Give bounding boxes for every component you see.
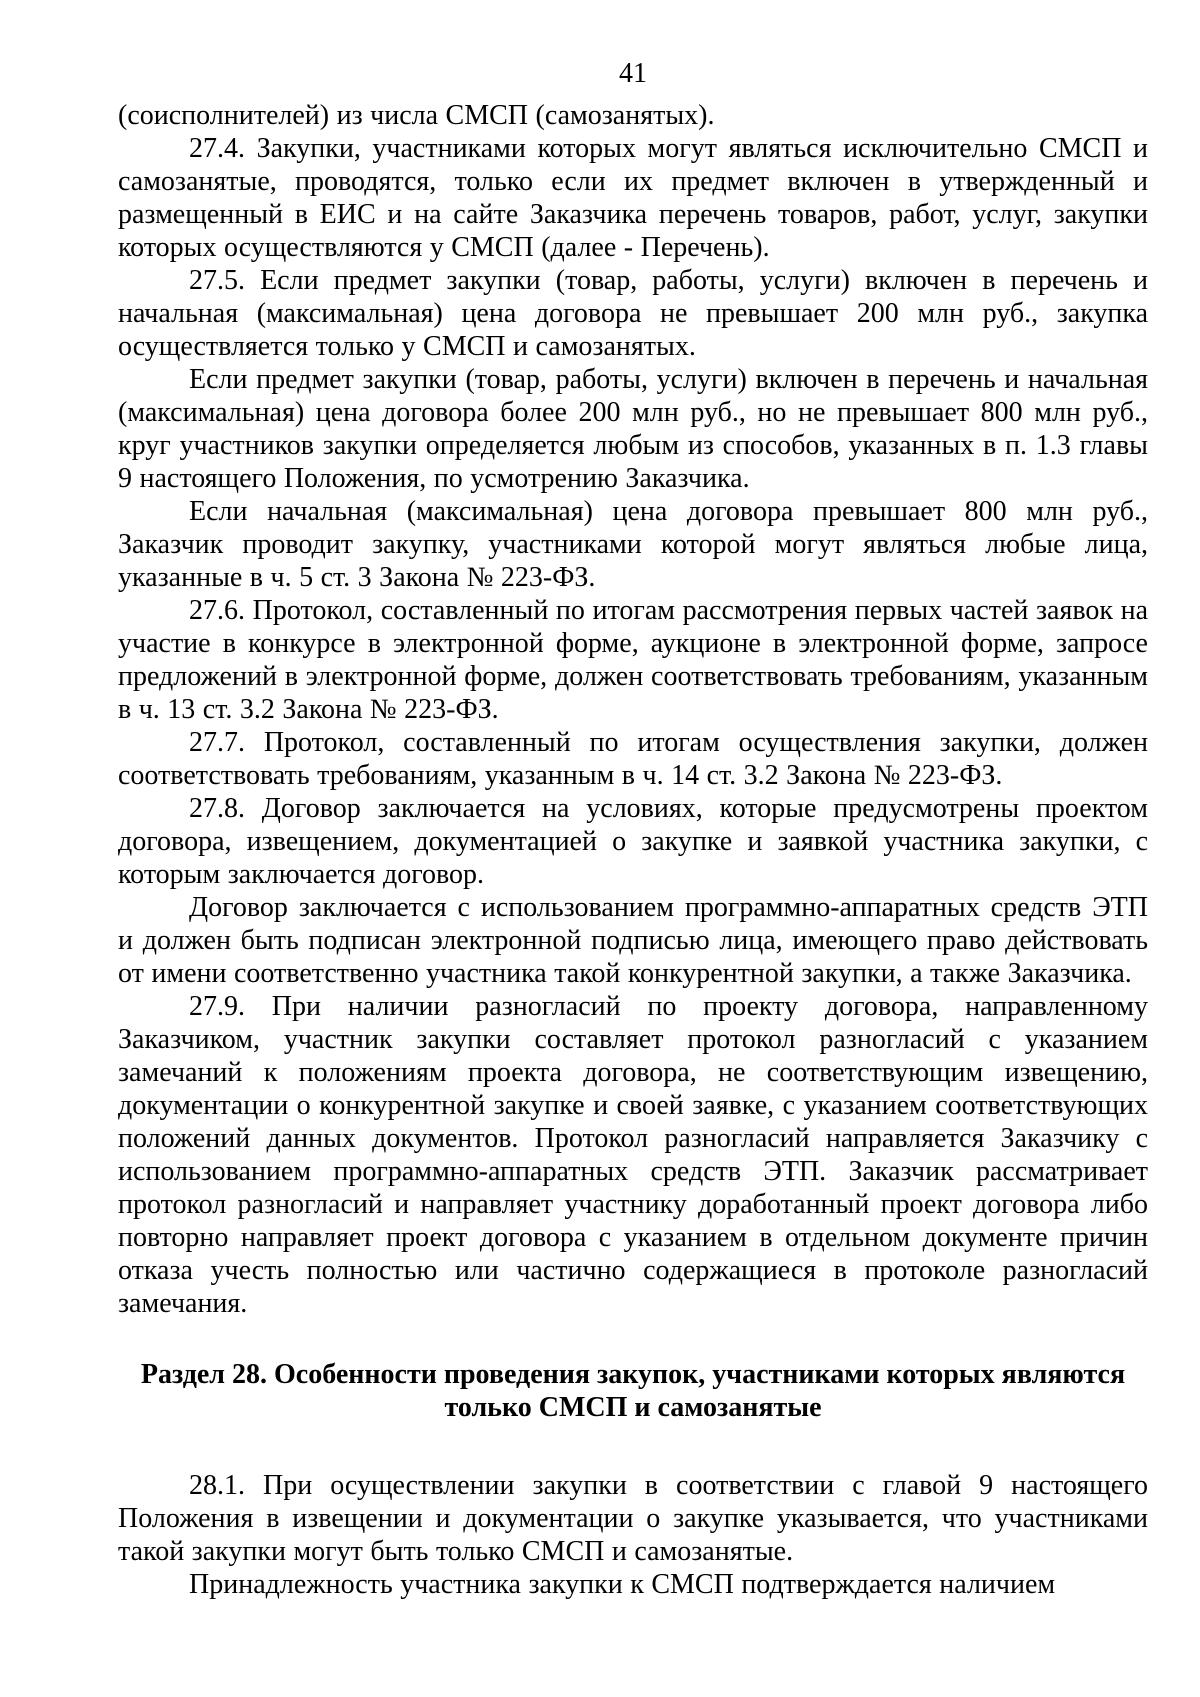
paragraph: (соисполнителей) из числа СМСП (самозанятых). xyxy=(118,100,715,131)
paragraphs-before xyxy=(118,99,1148,1320)
paragraphs-after xyxy=(118,1469,1148,1601)
paragraph: 27.5. Если предмет закупки (товар, работы, услуги) включен в перечень и начальная (максимальная) цена договора не превышает 200 млн руб., закупка осуществляется только у СМСП и самозанятых. xyxy=(118,265,1148,362)
page-number: 41 xyxy=(619,58,647,89)
paragraph: 27.6. Протокол, составленный по итогам рассмотрения первых частей заявок на участие в конкурсе в электронной форме, аукционе в электронной форме, запросе предложений в электронной форме, должен соответствовать требованиям, указанным в ч. 13 ст. 3.2 Закона № 223-ФЗ. xyxy=(118,595,1148,725)
paragraph: 27.8. Договор заключается на условиях, которые предусмотрены проектом договора, извещением, документацией о закупке и заявкой участника закупки, с которым заключается договор. xyxy=(118,793,1148,890)
section-heading-line-2: только СМСП и самозанятые xyxy=(444,1392,822,1423)
document-page xyxy=(118,55,1148,1601)
paragraph: 28.1. При осуществлении закупки в соответствии с главой 9 настоящего Положения в извещении и документации о закупке указывается, что участниками такой закупки могут быть только СМСП и самозанятые. xyxy=(118,1470,1148,1567)
section-heading-line-1: Раздел 28. Особенности проведения закупок, участниками которых являются xyxy=(140,1359,1126,1390)
paragraph: 27.7. Протокол, составленный по итогам осуществления закупки, должен соответствовать требованиям, указанным в ч. 14 ст. 3.2 Закона № 223-ФЗ. xyxy=(118,727,1148,791)
paragraph: Принадлежность участника закупки к СМСП подтверждается наличием xyxy=(189,1569,1056,1600)
paragraph: 27.9. При наличии разногласий по проекту договора, направленному Заказчиком, участник закупки составляет протокол разногласий с указанием замечаний к положениям проекта договора, не соответствующим извещению, документации о конкурентной закупке и своей заявке, с указанием соответствующих положений данных документов. Протокол разногласий направляется Заказчику с использованием программно-аппаратных средств ЭТП. Заказчик рассматривает протокол разногласий и направляет участнику доработанный проект договора либо повторно направляет проект договора с указанием в отдельном документе причин отказа учесть полностью или частично содержащиеся в протоколе разногласий замечания. xyxy=(118,991,1148,1319)
paragraph: Договор заключается с использованием программно-аппаратных средств ЭТП и должен быть подписан электронной подписью лица, имеющего право действовать от имени соответственно участника такой конкурентной закупки, а также Заказчика. xyxy=(118,892,1148,989)
section-heading xyxy=(118,1358,1148,1424)
paragraph: Если предмет закупки (товар, работы, услуги) включен в перечень и начальная (максимальная) цена договора более 200 млн руб., но не превышает 800 млн руб., круг участников закупки определяется любым из способов, указанных в п. 1.3 главы 9 настоящего Положения, по усмотрению Заказчика. xyxy=(118,364,1148,494)
paragraph: Если начальная (максимальная) цена договора превышает 800 млн руб., Заказчик проводит закупку, участниками которой могут являться любые лица, указанные в ч. 5 ст. 3 Закона № 223-ФЗ. xyxy=(118,496,1148,593)
paragraph: 27.4. Закупки, участниками которых могут являться исключительно СМСП и самозанятые, проводятся, только если их предмет включен в утвержденный и размещенный в ЕИС и на сайте Заказчика перечень товаров, работ, услуг, закупки которых осуществляются у СМСП (далее - Перечень). xyxy=(118,133,1148,263)
